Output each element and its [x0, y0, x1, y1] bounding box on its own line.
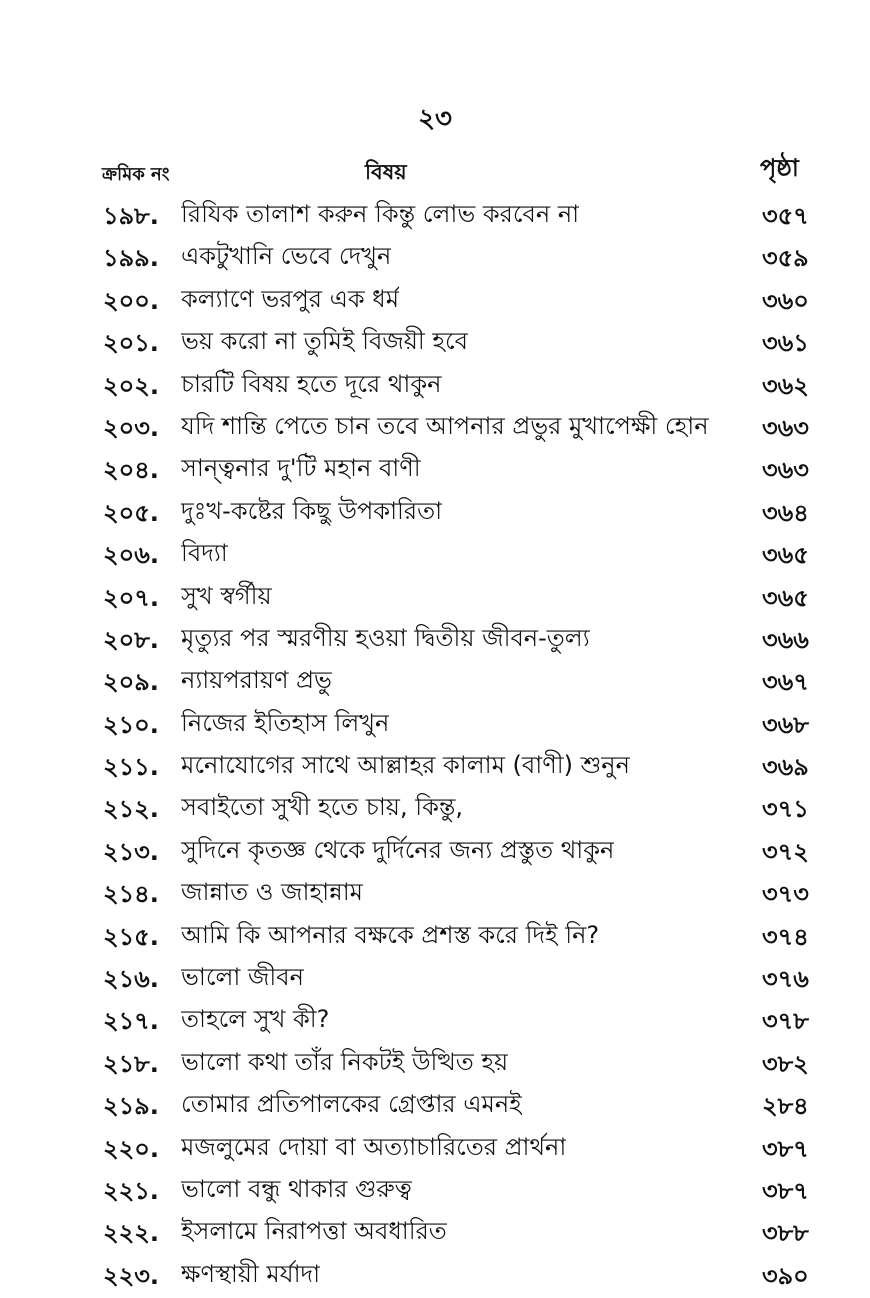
entry-title: মজলুমের দোয়া বা অত্যাচারিতের প্রার্থনা [181, 1132, 567, 1161]
entry-page-number: ৩৬১ [762, 329, 809, 358]
entry-page-number: ৩৬৪ [762, 498, 809, 527]
entry-number: ২২৩. [103, 1261, 159, 1290]
page-number: ২৩ [418, 104, 452, 134]
entry-page-number: ৩৯০ [762, 1261, 809, 1290]
toc-entry [0, 489, 870, 531]
entry-number: ২১৫. [103, 922, 159, 951]
toc-entry [0, 955, 870, 997]
entry-number: ২১৭. [103, 1007, 159, 1036]
entry-number: ২২০. [103, 1134, 159, 1163]
entry-page-number: ৩৭২ [762, 837, 809, 866]
entry-number: ২০২. [103, 371, 159, 400]
toc-entry [0, 1252, 870, 1294]
entry-number: ২০১. [103, 329, 159, 358]
entry-title: মনোযোগের সাথে আল্লাহর কালাম (বাণী) শুনুন [181, 751, 630, 780]
entry-title: তোমার প্রতিপালকের গ্রেপ্তার এমনই [181, 1090, 522, 1119]
entry-title: ইসলামে নিরাপত্তা অবধারিত [181, 1217, 447, 1246]
entry-page-number: ৩৬৫ [762, 583, 809, 612]
entry-title: কল্যাণে ভরপুর এক ধর্ম [181, 284, 400, 313]
entry-number: ২০৪. [103, 456, 159, 485]
entry-title: ন্যায়পরায়ণ প্রভু [181, 666, 332, 695]
entry-title: রিযিক তালাশ করুন কিন্তু লোভ করবেন না [181, 200, 580, 228]
entry-number: ২০৩. [103, 413, 159, 442]
entry-number: ২১৬. [103, 965, 159, 994]
entry-page-number: ৩৬০ [762, 286, 809, 315]
toc-entry [0, 828, 870, 870]
toc-entry [0, 997, 870, 1039]
entry-page-number: ৩৭৩ [762, 880, 809, 909]
entry-title: ভয় করো না তুমিই বিজয়ী হবে [181, 327, 469, 356]
toc-entry [0, 913, 870, 955]
entry-number: ২১১. [103, 753, 159, 782]
page-header: পৃষ্ঠা [760, 154, 799, 182]
toc-entry [0, 1209, 870, 1251]
entry-title: নিজের ইতিহাস লিখুন [181, 708, 390, 737]
toc-entry [0, 277, 870, 319]
table-header [0, 150, 870, 190]
entry-page-number: ৩৫৯ [762, 244, 809, 273]
entry-page-number: ৩৮৭ [762, 1176, 809, 1205]
toc-entry [0, 743, 870, 785]
toc-entry [0, 446, 870, 488]
entry-page-number: ৩৬২ [762, 371, 809, 400]
table-of-contents [0, 192, 870, 1294]
entry-number: ২০৬. [103, 541, 159, 570]
toc-entry [0, 192, 870, 234]
serial-header: ক্রমিক নং [102, 164, 170, 185]
entry-number: ২১৩. [103, 837, 159, 866]
entry-title: ভালো বন্ধু থাকার গুরুত্ব [181, 1174, 412, 1203]
entry-title: মৃত্যুর পর স্মরণীয় হওয়া দ্বিতীয় জীবন-তুল্য [181, 623, 590, 652]
entry-page-number: ৩৬৬ [762, 625, 809, 654]
entry-title: ক্ষণস্থায়ী মর্যাদা [181, 1259, 321, 1288]
entry-title: জান্নাত ও জাহান্নাম [181, 878, 364, 907]
entry-page-number: ৩৮৮ [762, 1219, 809, 1248]
entry-number: ২২১. [103, 1176, 159, 1205]
entry-number: ২০৯. [103, 668, 159, 697]
entry-title: তাহলে সুখ কী? [181, 1005, 330, 1034]
entry-title: সান্ত্বনার দু'টি মহান বাণী [181, 454, 421, 483]
entry-page-number: ৩৭৪ [762, 922, 809, 951]
entry-title: সবাইতো সুখী হতে চায়, কিন্তু, [181, 793, 464, 822]
entry-number: ২০৭. [103, 583, 159, 612]
entry-title: সুখ স্বর্গীয় [181, 581, 272, 610]
entry-number: ২০৮. [103, 625, 159, 654]
entry-page-number: ৩৭৬ [762, 965, 809, 994]
toc-entry [0, 870, 870, 912]
toc-entry [0, 1125, 870, 1167]
toc-entry [0, 785, 870, 827]
toc-entry [0, 701, 870, 743]
toc-entry [0, 404, 870, 446]
toc-entry [0, 1167, 870, 1209]
entry-title: আমি কি আপনার বক্ষকে প্রশস্ত করে দিই নি? [181, 920, 600, 949]
entry-number: ১৯৮. [103, 202, 159, 230]
topic-header: বিষয় [365, 160, 407, 184]
toc-entry [0, 234, 870, 276]
entry-page-number: ৩৬৫ [762, 541, 809, 570]
entry-number: ১৯৯. [103, 244, 159, 273]
entry-title: ভালো কথা তাঁর নিকটই উত্থিত হয় [181, 1047, 509, 1076]
entry-title: যদি শান্তি পেতে চান তবে আপনার প্রভুর মুখাপেক্ষী হোন [181, 411, 709, 440]
toc-entry [0, 1082, 870, 1124]
toc-entry [0, 658, 870, 700]
toc-entry [0, 531, 870, 573]
entry-title: দুঃখ-কষ্টের কিছু উপকারিতা [181, 496, 443, 525]
entry-number: ২১২. [103, 795, 159, 824]
entry-page-number: ৩৭৮ [762, 1007, 809, 1036]
toc-entry [0, 362, 870, 404]
entry-number: ২১০. [103, 710, 159, 739]
entry-page-number: ৩৬৩ [762, 413, 809, 442]
entry-number: ২১৪. [103, 880, 159, 909]
entry-title: বিদ্যা [181, 539, 228, 568]
entry-page-number: ২৮৪ [762, 1092, 809, 1121]
entry-number: ২০৫. [103, 498, 159, 527]
entry-page-number: ৩৬৭ [762, 668, 809, 697]
entry-number: ২০০. [103, 286, 159, 315]
entry-page-number: ৩৬৯ [762, 753, 809, 782]
toc-entry [0, 319, 870, 361]
toc-entry [0, 616, 870, 658]
toc-entry [0, 1040, 870, 1082]
entry-page-number: ৩৮৭ [762, 1134, 809, 1163]
entry-page-number: ৩৬৮ [762, 710, 809, 739]
entry-number: ২১৮. [103, 1049, 159, 1078]
entry-page-number: ৩৫৭ [762, 202, 809, 230]
entry-title: ভালো জীবন [181, 963, 304, 992]
entry-title: চারটি বিষয় হতে দূরে থাকুন [181, 369, 442, 398]
entry-title: সুদিনে কৃতজ্ঞ থেকে দুর্দিনের জন্য প্রস্তুত থাকুন [181, 835, 615, 864]
toc-entry [0, 574, 870, 616]
entry-page-number: ৩৬৩ [762, 456, 809, 485]
entry-number: ২২২. [103, 1219, 159, 1248]
entry-number: ২১৯. [103, 1092, 159, 1121]
entry-title: একটুখানি ভেবে দেখুন [181, 242, 392, 271]
entry-page-number: ৩৮২ [762, 1049, 809, 1078]
entry-page-number: ৩৭১ [762, 795, 809, 824]
